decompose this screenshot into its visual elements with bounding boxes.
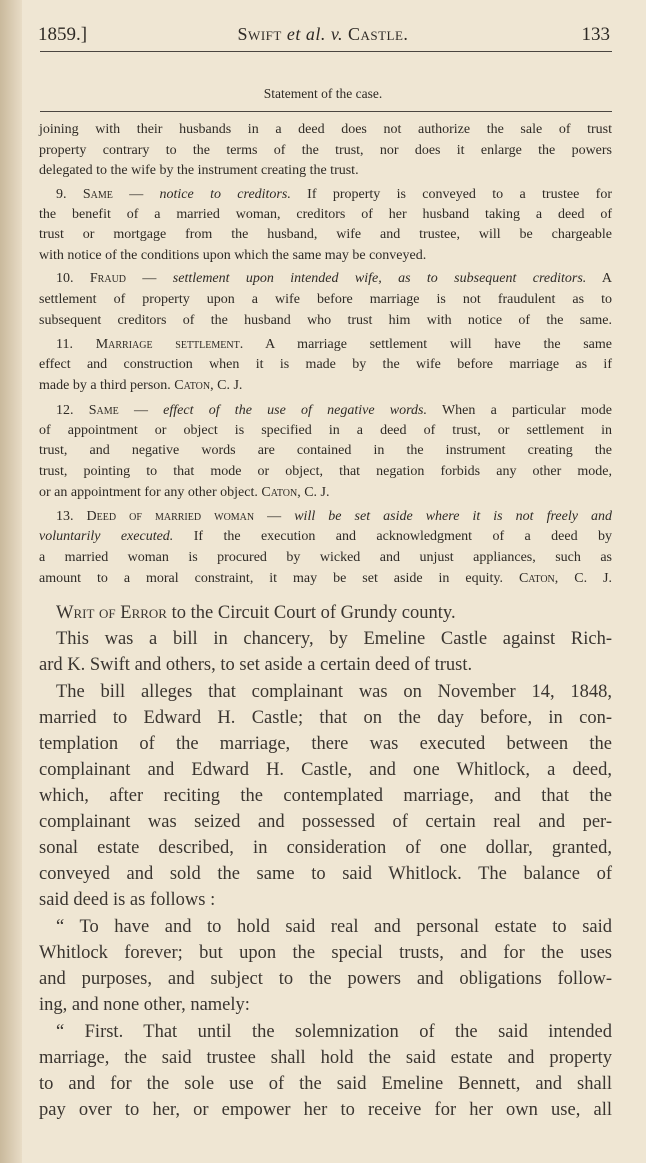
text-segment: trust or mortgage from the husband, wife and trustee, will be chargeable — [39, 227, 612, 242]
text-line — [39, 706, 612, 726]
text-segment: Writ of Error — [56, 603, 167, 623]
text-line — [39, 1072, 612, 1092]
text-line — [56, 915, 612, 935]
text-line — [56, 601, 612, 621]
text-segment: Whitlock forever; but upon the special trusts, and for the uses — [39, 943, 612, 963]
text-segment: the benefit of a married woman, creditors of her husband taking a deed of — [39, 207, 612, 222]
page-number: 133 — [581, 24, 610, 45]
text-segment: to and for the sole use of the said Emeline Bennett, and shall — [39, 1074, 612, 1094]
text-segment: amount to a moral constraint, it may be set aside in equity. — [39, 571, 519, 586]
text-line — [56, 508, 612, 528]
text-segment: Caton — [261, 485, 298, 500]
text-line — [39, 121, 612, 141]
text-line — [39, 1098, 612, 1118]
text-line — [56, 627, 612, 647]
text-segment: complainant and Edward H. Castle, and one Whitlock, a deed, — [39, 760, 612, 780]
title-part: et al. v. — [286, 24, 343, 44]
text-segment: 11. — [56, 337, 96, 352]
text-segment: A — [586, 271, 613, 286]
text-segment: of appointment or object is specified in a deed of trust, or settlement in — [39, 423, 612, 438]
text-segment: “ First. That until the solemnization of the said intended — [56, 1022, 612, 1042]
text-line — [39, 888, 612, 908]
text-segment: , C. J. — [210, 378, 243, 393]
section-subheading: Statement of the case. — [263, 86, 383, 101]
text-segment: subsequent creditors of the husband who trust him with notice of the same. — [39, 313, 612, 328]
text-segment: will be set aside where it is not freely and — [294, 509, 612, 524]
text-segment: The bill alleges that complainant was on November 14, 1848, — [56, 682, 612, 702]
text-line — [56, 1020, 612, 1040]
text-line — [39, 528, 612, 548]
text-line — [39, 784, 612, 804]
text-line — [39, 422, 612, 442]
text-line — [56, 186, 612, 206]
text-segment: — — [126, 271, 173, 286]
text-line — [39, 1046, 612, 1066]
header-rule — [40, 51, 612, 52]
text-line — [39, 206, 612, 226]
text-line — [39, 993, 612, 1013]
text-segment: married to Edward H. Castle; that on the day before, in con- — [39, 708, 612, 728]
text-segment: 13. — [56, 509, 87, 524]
text-line — [39, 463, 612, 483]
text-line — [39, 810, 612, 830]
text-segment: 12. — [56, 403, 89, 418]
text-line — [56, 270, 612, 290]
text-segment: , C. J. — [554, 571, 612, 586]
text-segment: 10. — [56, 271, 90, 286]
text-line — [39, 377, 612, 397]
text-line — [39, 142, 612, 162]
text-segment: trust, and negative words are contained in the instrument creating the — [39, 443, 612, 458]
text-line — [39, 291, 612, 311]
text-segment: , C. J. — [297, 485, 330, 500]
text-line — [39, 549, 612, 569]
text-line — [39, 758, 612, 778]
text-line — [39, 356, 612, 376]
text-segment: effect of the use of negative words. — [163, 403, 427, 418]
text-segment: A marriage settlement will have the same — [243, 337, 613, 352]
text-segment: which, after reciting the contemplated marriage, and that the — [39, 786, 612, 806]
text-line — [39, 162, 612, 182]
text-segment: sonal estate described, in consideration of one dollar, granted, — [39, 838, 612, 858]
running-header-year: 1859.] — [38, 24, 88, 45]
text-segment: with notice of the conditions upon which the same may be conveyed. — [39, 248, 427, 263]
text-segment: ing, and none other, namely: — [39, 995, 250, 1015]
subheading-rule — [40, 111, 612, 112]
text-segment: templation of the marriage, there was executed between the — [39, 734, 612, 754]
text-segment: made by a third person. — [39, 378, 175, 393]
text-segment: “ To have and to hold said real and personal estate to said — [56, 917, 612, 937]
text-segment: a married woman is procured by wicked and unjust appliances, such as — [39, 550, 612, 565]
text-segment: — — [112, 187, 160, 202]
text-segment: — — [254, 509, 295, 524]
text-line — [56, 402, 612, 422]
text-segment: Marriage settlement. — [95, 337, 244, 352]
text-segment: property contrary to the terms of the trust, nor does it enlarge the powers — [39, 143, 612, 158]
text-segment: and purposes, and subject to the powers and obligations follow- — [39, 969, 612, 989]
text-segment: settlement of property upon a wife before marriage is not fraudulent as to — [39, 292, 612, 307]
text-segment: voluntarily executed. — [39, 529, 174, 544]
text-line — [39, 732, 612, 752]
text-segment: Same — [82, 187, 113, 202]
text-segment: trust, pointing to that mode or object, that negation forbids any other mode, — [39, 464, 612, 479]
text-segment: said deed is as follows : — [39, 890, 216, 910]
text-line — [56, 680, 612, 700]
running-header-title — [0, 24, 646, 45]
text-segment: complainant was seized and possessed of certain real and per- — [39, 812, 612, 832]
text-line — [39, 484, 612, 504]
text-segment: or an appointment for any other object. — [39, 485, 262, 500]
text-segment: — — [118, 403, 164, 418]
text-segment: Same — [88, 403, 119, 418]
text-line — [39, 862, 612, 882]
text-segment: 9. — [56, 187, 83, 202]
text-segment: If property is conveyed to a trustee for — [290, 187, 613, 202]
text-segment: Caton — [518, 571, 555, 586]
text-line — [39, 941, 612, 961]
text-line — [39, 967, 612, 987]
text-segment: pay over to her, or empower her to receive for her own use, all — [39, 1100, 612, 1120]
text-segment: This was a bill in chancery, by Emeline Castle against Rich- — [56, 629, 612, 649]
text-line — [56, 336, 612, 356]
text-line — [39, 312, 612, 332]
title-part: Castle. — [342, 24, 409, 44]
text-segment: effect and construction when it is made by the wife before marriage as if — [39, 357, 612, 372]
text-segment: If the execution and acknowledgment of a deed by — [173, 529, 612, 544]
text-segment: When a particular mode — [426, 403, 612, 418]
text-segment: Deed of married woman — [86, 509, 255, 524]
text-segment: ard K. Swift and others, to set aside a certain deed of trust. — [39, 655, 473, 675]
text-segment: notice to creditors. — [159, 187, 291, 202]
text-segment: Caton — [174, 378, 211, 393]
text-segment: Fraud — [89, 271, 127, 286]
text-segment: to the Circuit Court of Grundy county. — [166, 603, 456, 623]
text-line — [39, 247, 612, 267]
text-segment: marriage, the said trustee shall hold the said estate and property — [39, 1048, 612, 1068]
book-spine-shadow — [0, 0, 22, 1163]
text-line — [39, 836, 612, 856]
text-line — [39, 653, 612, 673]
text-segment: delegated to the wife by the instrument creating the trust. — [39, 163, 359, 178]
text-segment: conveyed and sold the same to said Whitlock. The balance of — [39, 864, 612, 884]
text-segment: settlement upon intended wife, as to subsequent creditors. — [172, 271, 587, 286]
text-line — [39, 442, 612, 462]
text-segment: joining with their husbands in a deed does not authorize the sale of trust — [39, 122, 612, 137]
text-line — [39, 570, 612, 590]
title-part: Swift — [237, 24, 287, 44]
text-line — [39, 226, 612, 246]
